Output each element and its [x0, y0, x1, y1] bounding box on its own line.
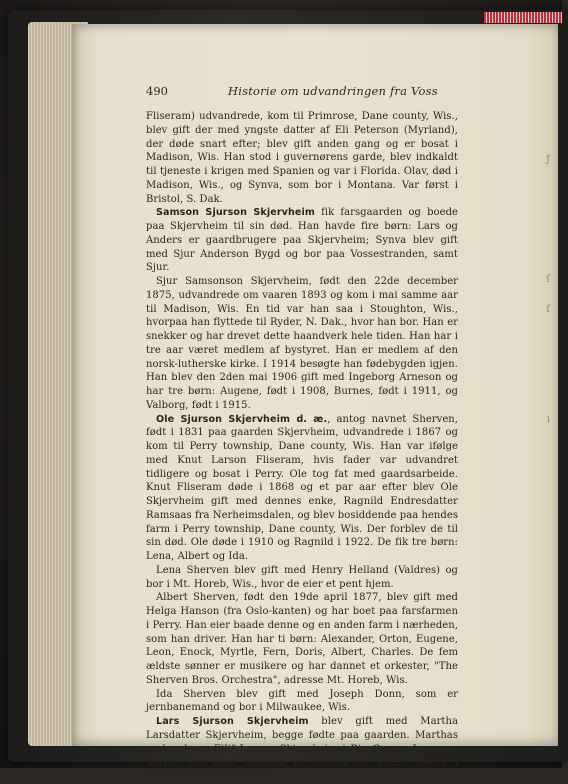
- person-name: Lars Sjurson Skjervheim: [156, 716, 309, 727]
- bookmark-ribbon: [484, 12, 562, 23]
- paragraph: Lars Sjurson Skjervheim blev gift med Martha Larsdatter Skjervheim, begge fødte paa gaarden. Marthas søskende er Eilif Larson Skjervheim i Big Canoe, Iowa, og Sigvor, gift med Rognald R. Nestos (se andre steder i bogen). Lars og Martha: [146, 716, 458, 782]
- running-title: Historie om udvandringen fra Voss: [228, 84, 438, 98]
- page-number: 490: [146, 84, 168, 98]
- person-name: Samson Sjurson Skjervheim: [156, 207, 316, 219]
- paragraph: Fliseram) udvandrede, kom til Primrose, Dane county, Wis., blev gift der med yngste datter af Eli Peterson (Myrland), der døde snart efter; blev gift anden gang og er bosat i Madison, Wis. Han stod i guvernørens garde, blev indkaldt til tjeneste i krigen med Spanien og var i Florida. Olav, død i Madison, Wis., og Synva, som bor i Montana. Var først i Bristol, S. Dak.: [146, 111, 458, 205]
- paragraph: Sjur Samsonson Skjervheim, født den 22de december 1875, udvandrede om vaaren 1893 og kom i mai samme aar til Madison, Wis. En tid var han saa i Stoughton, Wis., hvorpaa han flyttede til Ryder, N. Dak., hvor han bor. Han er snekker og har drevet dette haandverk hele tiden. Han har i tre aar været medlem af bystyret. Han er medlem af den norsk-lutherske kirke. I 1914 besøgte han fødebygden igjen. Han blev den 2den mai 1906 gift med Ingeborg Arneson og har tre børn: Augene, født i 1908, Burnes, født i 1911, og Valborg, født i 1915.: [146, 276, 458, 411]
- facing-page-marks: ƒ ſ ſ ı: [546, 154, 550, 425]
- paragraph: Ole Sjurson Skjervheim d. æ., antog navnet Sherven, født i 1831 paa gaarden Skjervheim, udvandrede i 1867 og kom til Perry township, Dane county, Wis. Han var ifølge med Knut Larson Fliseram, hvis fader var udvandret tidligere og bosat i Perry. Ole tog fat med gaardsarbeide. Knut Fliseram døde i 1868 og et par aar efter blev Ole Skjervheim gift med dennes enke, Ragnild Endresdatter Ramsaas fra Nerheimsdalen, og blev bosiddende paa hendes farm i Perry township, Dane county, Wis. Der forblev de til sin død. Ole døde i 1910 og Ragnild i 1922. De fik tre børn: Lena, Albert og Ida.: [146, 413, 459, 562]
- person-name: Ole Sjurson Skjervheim d. æ.: [156, 413, 328, 425]
- paragraph: Ida Sherven blev gift med Joseph Donn, som er jernbanemand og bor i Milwaukee, Wis.: [146, 688, 458, 714]
- paragraph: Lena Sherven blev gift med Henry Helland (Valdres) og bor i Mt. Horeb, Wis., hvor de eier et pent hjem.: [146, 564, 458, 590]
- page-header: [146, 84, 486, 100]
- body-text: [146, 110, 458, 784]
- paragraph: Samson Sjurson Skjervheim fik farsgaarden og boede paa Skjervheim til sin død. Han havde fire børn: Lars og Anders er gaardbrugere paa Skjervheim; Synva blev gift med Sjur Anderson Bygd og bor paa Vossestranden, samt Sjur.: [146, 207, 458, 274]
- paragraph: Albert Sherven, født den 19de april 1877, blev gift med Helga Hanson (fra Oslo-kanten) og har boet paa farsfarmen i Perry. Han eier baade denne og en anden farm i nærheden, som han driver. Han har ti børn: Alexander, Orton, Eugene, Leon, Enock, Myrtle, Fern, Doris, Albert, Charles. De fem ældste sønner er musikere og har dannet et orkester, "The Sherven Bros. Orchestra", adresse Mt. Horeb, Wis.: [146, 592, 458, 686]
